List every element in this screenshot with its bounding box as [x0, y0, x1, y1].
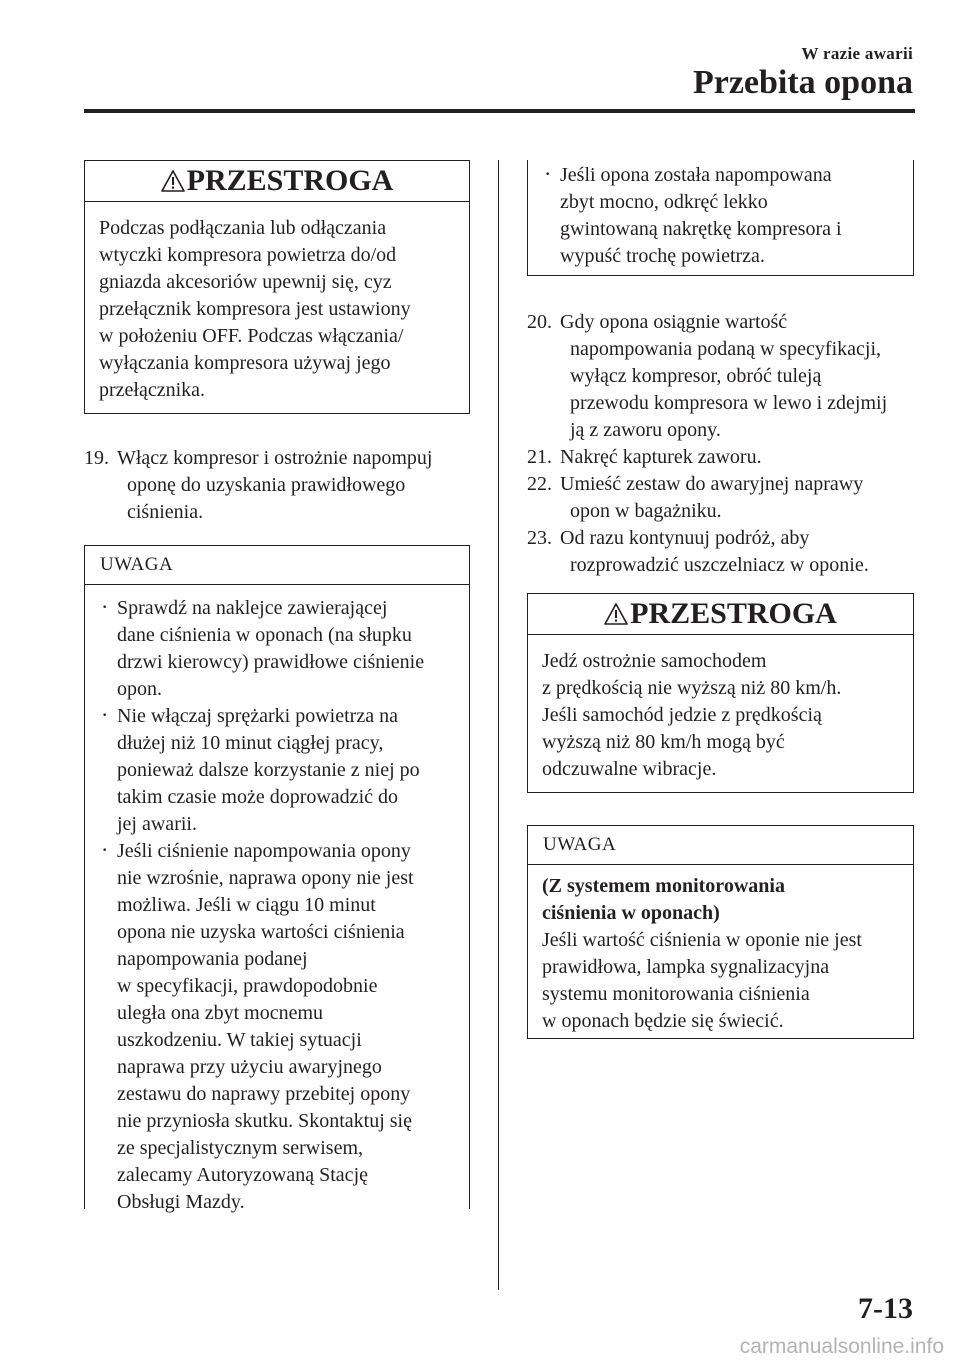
text-line: przełącznik kompresora jest ustawiony — [99, 298, 411, 320]
caution-body — [85, 202, 469, 414]
step-number: 23. — [527, 527, 552, 549]
text-line: naprawa przy użyciu awaryjnego — [117, 1056, 382, 1078]
header-rule — [84, 109, 915, 113]
caution-heading — [85, 161, 469, 202]
note-body — [85, 585, 469, 1226]
step-number: 19. — [84, 447, 109, 469]
bullet-item — [99, 838, 455, 1216]
text-line: z prędkością nie wyższą niż 80 km/h. — [542, 677, 842, 699]
page-title: Przebita opona — [692, 64, 913, 101]
note-box-continued — [527, 160, 914, 276]
text-line: gniazda akcesoriów upewnij się, cyz — [99, 271, 392, 293]
text-line: drzwi kierowcy) prawidłowe ciśnienie — [117, 651, 425, 673]
bullet-item — [542, 162, 899, 270]
step-23 — [527, 525, 927, 579]
step-22 — [527, 471, 927, 525]
step-number: 22. — [527, 473, 552, 495]
note-box-2 — [527, 825, 914, 1039]
note-body — [528, 865, 913, 1045]
bullet-item — [99, 703, 455, 838]
page-number: 7-13 — [858, 1292, 913, 1325]
caution-body — [528, 635, 913, 793]
warning-triangle-icon — [161, 170, 185, 192]
text-line: prawidłowa, lampka sygnalizacyjna — [542, 956, 830, 978]
text-line: dłużej niż 10 minut ciągłej pracy, — [117, 732, 384, 754]
note-box-1 — [84, 545, 470, 1213]
text-line: uszkodzeniu. W takiej sytuacji — [117, 1029, 362, 1051]
steps-list — [527, 309, 927, 579]
text-line: · Jeśli ciśnienie napompowania opony — [117, 840, 411, 862]
text-line: ciśnienia. — [127, 501, 204, 523]
bullet-item — [99, 595, 455, 703]
text-line: nie przyniosła skutku. Skontaktuj się — [117, 1110, 412, 1132]
text-line: Obsługi Mazdy. — [117, 1191, 245, 1213]
text-line: (Z systemem monitorowania — [542, 875, 785, 897]
text-line: napompowania podaną w specyfikacji, — [570, 338, 882, 360]
text-line: w oponach będzie się świecić. — [542, 1010, 784, 1032]
text-line: Od razu kontynuuj podróż, aby — [560, 527, 810, 549]
section-label: W razie awarii — [801, 44, 913, 63]
text-line: nie wzrośnie, naprawa opony nie jest — [117, 867, 414, 889]
text-line: wyłączania kompresora używaj jego — [99, 352, 391, 374]
text-line: przewodu kompresora w lewo i zdejmij — [570, 392, 888, 414]
text-line: odczuwalne wibracje. — [542, 758, 717, 780]
step-19 — [84, 445, 484, 526]
note-body — [528, 160, 913, 280]
text-line: w specyfikacji, prawdopodobnie — [117, 975, 378, 997]
text-line: Jeśli wartość ciśnienia w oponie nie jest — [542, 929, 862, 951]
note-heading: UWAGA — [528, 826, 913, 865]
text-line: ciśnienia w oponach) — [542, 902, 720, 924]
text-line: Gdy opona osiągnie wartość — [560, 311, 788, 333]
text-line: wyższą niż 80 km/h mogą być — [542, 731, 785, 753]
text-line: wtyczki kompresora powietrza do/od — [99, 244, 397, 266]
column-divider — [498, 160, 499, 1290]
text-line: ponieważ dalsze korzystanie z niej po — [117, 759, 420, 781]
caution-heading-text: PRZESTROGA — [186, 164, 394, 197]
text-line: przełącznika. — [99, 379, 206, 401]
text-line: zbyt mocno, odkręć lekko — [560, 191, 768, 213]
step-number: 21. — [527, 446, 552, 468]
text-line: Włącz kompresor i ostrożnie napompuj — [117, 447, 433, 469]
text-line: rozprowadzić uszczelniacz w oponie. — [570, 554, 869, 576]
text-line: ze specjalistycznym serwisem, — [117, 1137, 364, 1159]
text-line: opon w bagażniku. — [570, 500, 722, 522]
text-line: Jedź ostrożnie samochodem — [542, 650, 767, 672]
text-line: możliwa. Jeśli w ciągu 10 minut — [117, 894, 376, 916]
caution-box-1 — [84, 160, 470, 414]
text-line: oponę do uzyskania prawidłowego — [127, 474, 406, 496]
caution-box-2 — [527, 593, 914, 793]
text-line: gwintowaną nakrętkę kompresora i — [560, 218, 842, 240]
text-line: Podczas podłączania lub odłączania — [99, 217, 387, 239]
step-20 — [527, 309, 927, 444]
warning-triangle-icon — [604, 603, 628, 625]
note-heading: UWAGA — [85, 546, 469, 585]
text-line: uległa ona zbyt mocnemu — [117, 1002, 324, 1024]
text-line: wypuść trochę powietrza. — [560, 245, 765, 267]
text-line: · Jeśli opona została napompowana — [560, 164, 832, 186]
text-line: takim czasie może doprowadzić do — [117, 786, 398, 808]
text-line: Nakręć kapturek zaworu. — [560, 446, 762, 468]
text-line: w położeniu OFF. Podczas włączania/ — [99, 325, 404, 347]
step-number: 20. — [527, 311, 552, 333]
text-line: dane ciśnienia w oponach (na słupku — [117, 624, 412, 646]
text-line: jej awarii. — [117, 813, 197, 835]
text-line: ją z zaworu opony. — [570, 419, 721, 441]
text-line: · Sprawdź na naklejce zawierającej — [117, 597, 388, 619]
text-line: wyłącz kompresor, obróć tuleją — [570, 365, 822, 387]
text-line: zalecamy Autoryzowaną Stację — [117, 1164, 368, 1186]
text-line: · Nie włączaj sprężarki powietrza na — [117, 705, 398, 727]
text-line: opona nie uzyska wartości ciśnienia — [117, 921, 405, 943]
text-line: systemu monitorowania ciśnienia — [542, 983, 810, 1005]
text-line: napompowania podanej — [117, 948, 308, 970]
caution-heading — [528, 594, 913, 635]
text-line: Umieść zestaw do awaryjnej naprawy — [560, 473, 864, 495]
caution-heading-text: PRZESTROGA — [630, 597, 837, 630]
text-line: zestawu do naprawy przebitej opony — [117, 1083, 411, 1105]
text-line: opon. — [117, 678, 162, 700]
step-21 — [527, 444, 927, 471]
text-line: Jeśli samochód jedzie z prędkością — [542, 704, 822, 726]
watermark: carmanualsonline.info — [739, 1335, 944, 1358]
